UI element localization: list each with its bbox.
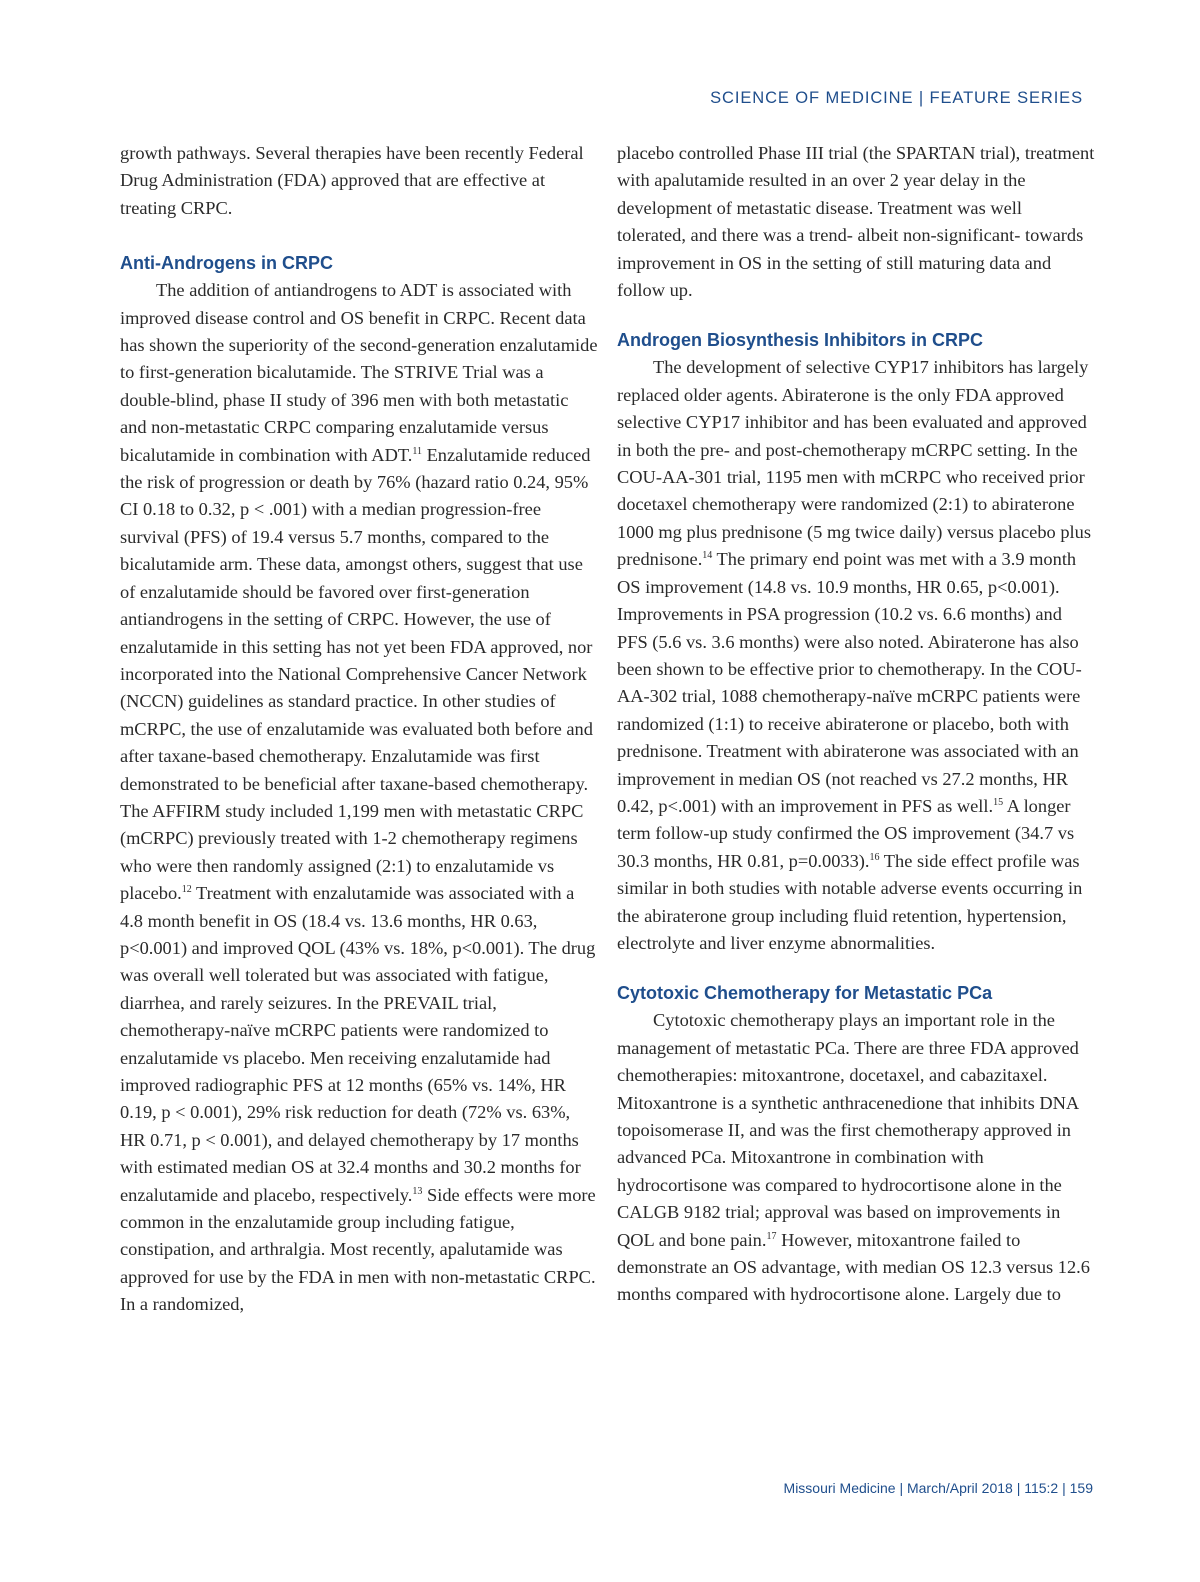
reference-11: 11 [412, 445, 422, 457]
left-column [120, 140, 598, 1319]
text-segment: The addition of antiandrogens to ADT is associated with improved disease control and OS benefit in CRPC. Recent data has shown the superiority of the second-generation enzalutamide to first-generation bicalutamide. The STRIVE Trial was a double-blind, phase II study of 396 men with both metastatic and non-metastatic CRPC comparing enzalutamide versus bicalutamide in combination with ADT. [120, 280, 598, 465]
text-segment: Treatment with enzalutamide was associated with a 4.8 month benefit in OS (18.4 vs. 13.6 months, HR 0.63, p<0.001) and improved QOL (43% vs. 18%, p<0.001). The drug was overall well tolerated but was associated with fatigue, diarrhea, and rarely seizures. In the PREVAIL trial, chemotherapy-naïve mCRPC patients were randomized to enzalutamide vs placebo. Men receiving enzalutamide had improved radiographic PFS at 12 months (65% vs. 14%, HR 0.19, p < 0.001), 29% risk reduction for death (72% vs. 63%, HR 0.71, p < 0.001), and delayed chemotherapy by 17 months with estimated median OS at 32.4 months and 30.2 months for enzalutamide and placebo, respectively. [120, 883, 596, 1205]
reference-17: 17 [766, 1230, 777, 1242]
section-heading-biosynthesis-inhibitors: Androgen Biosynthesis Inhibitors in CRPC [617, 330, 984, 351]
reference-14: 14 [702, 550, 713, 562]
reference-13: 13 [412, 1185, 423, 1197]
text-segment: The development of selective CYP17 inhibitors has largely replaced older agents. Abiraterone is the only FDA approved selective CYP17 inhibitor and has been evaluated and approved in both the pre- and post-chemotherapy mCRPC setting. In the COU-AA-301 trial, 1195 men with mCRPC who received prior docetaxel chemotherapy were randomized (2:1) to abiraterone 1000 mg plus prednisone (5 mg twice daily) versus placebo plus prednisone. [617, 357, 1091, 570]
reference-12: 12 [181, 884, 192, 896]
text-segment: The side effect profile was similar in both studies with notable adverse events occurring in the abiraterone group including fluid retention, hypertension, electrolyte and liver enzyme abnormalities. [617, 850, 1083, 953]
text-segment: Enzalutamide reduced the risk of progression or death by 76% (hazard ratio 0.24, 95% CI 0.18 to 0.32, p < .001) with a median progression-free survival (PFS) of 19.4 versus 5.7 months, compared to the bicalutamide arm. These data, amongst others, suggest that use of enzalutamide should be favored over first-generation antiandrogens in the setting of CRPC. However, the use of enzalutamide in this setting has not yet been FDA approved, nor incorporated into the National Comprehensive Cancer Network (NCCN) guidelines as standard practice. In other studies of mCRPC, the use of enzalutamide was evaluated both before and after taxane-based chemotherapy. Enzalutamide was first demonstrated to be beneficial after taxane-based chemotherapy. The AFFIRM study included 1,199 men with metastatic CRPC (mCRPC) previously treated with 1-2 chemotherapy regimens who were then randomly assigned (2:1) to enzalutamide vs placebo. [120, 444, 593, 904]
series-header: SCIENCE OF MEDICINE | FEATURE SERIES [710, 89, 1083, 107]
biosynthesis-paragraph [617, 354, 1095, 957]
text-segment: Side effects were more common in the enzalutamide group including fatigue, constipation, and arthralgia. Most recently, apalutamide was approved for use by the FDA in men with non-metastatic CRPC. In a randomized, [120, 1184, 596, 1315]
chemotherapy-paragraph [617, 1007, 1095, 1308]
intro-paragraph: growth pathways. Several therapies have been recently Federal Drug Administration (FDA) approved that are effective at treating CRPC. [120, 143, 584, 218]
text-segment: A longer term follow-up study confirmed the OS improvement (34.7 vs 30.3 months, HR 0.81, p=0.0033). [617, 795, 1075, 871]
section-heading-anti-androgens: Anti-Androgens in CRPC [120, 253, 333, 274]
reference-15: 15 [993, 796, 1004, 808]
text-segment: The primary end point was met with a 3.9 month OS improvement (14.8 vs. 10.9 months, HR 0.65, p<0.001). Improvements in PSA progression (10.2 vs. 6.6 months) and PFS (5.6 vs. 3.6 months) were also noted. Abiraterone has also been shown to be effective prior to chemotherapy. In the COU-AA-302 trial, 1088 chemotherapy-naïve mCRPC patients were randomized (1:1) to receive abiraterone or placebo, both with prednisone. Treatment with abiraterone was associated with an improvement in median OS (not reached vs 27.2 months, HR 0.42, p<.001) with an improvement in PFS as well. [617, 549, 1082, 816]
text-segment: Cytotoxic chemotherapy plays an important role in the management of metastatic PCa. There are three FDA approved chemotherapies: mitoxantrone, docetaxel, and cabazitaxel. Mitoxantrone is a synthetic anthracenedione that inhibits DNA topoisomerase II, and was the first chemotherapy approved in advanced PCa. Mitoxantrone in combination with hydrocortisone was compared to hydrocortisone alone in the CALGB 9182 trial; approval was based on improvements in QOL and bone pain. [617, 1010, 1079, 1250]
page-footer: Missouri Medicine | March/April 2018 | 115:2 | 159 [783, 1480, 1093, 1496]
reference-16: 16 [869, 851, 880, 863]
right-column [617, 140, 1095, 1309]
continued-paragraph: placebo controlled Phase III trial (the SPARTAN trial), treatment with apalutamide resulted in an over 2 year delay in the development of metastatic disease. Treatment was well tolerated, and there was a trend- albeit non-significant- towards improvement in OS in the setting of still maturing data and follow up. [617, 143, 1095, 301]
text-segment: However, mitoxantrone failed to demonstrate an OS advantage, with median OS 12.3 versus 12.6 months compared with hydrocortisone alone. Largely due to [617, 1229, 1090, 1305]
anti-androgens-paragraph [120, 277, 598, 1318]
section-heading-cytotoxic-chemotherapy: Cytotoxic Chemotherapy for Metastatic PCa [617, 983, 993, 1004]
